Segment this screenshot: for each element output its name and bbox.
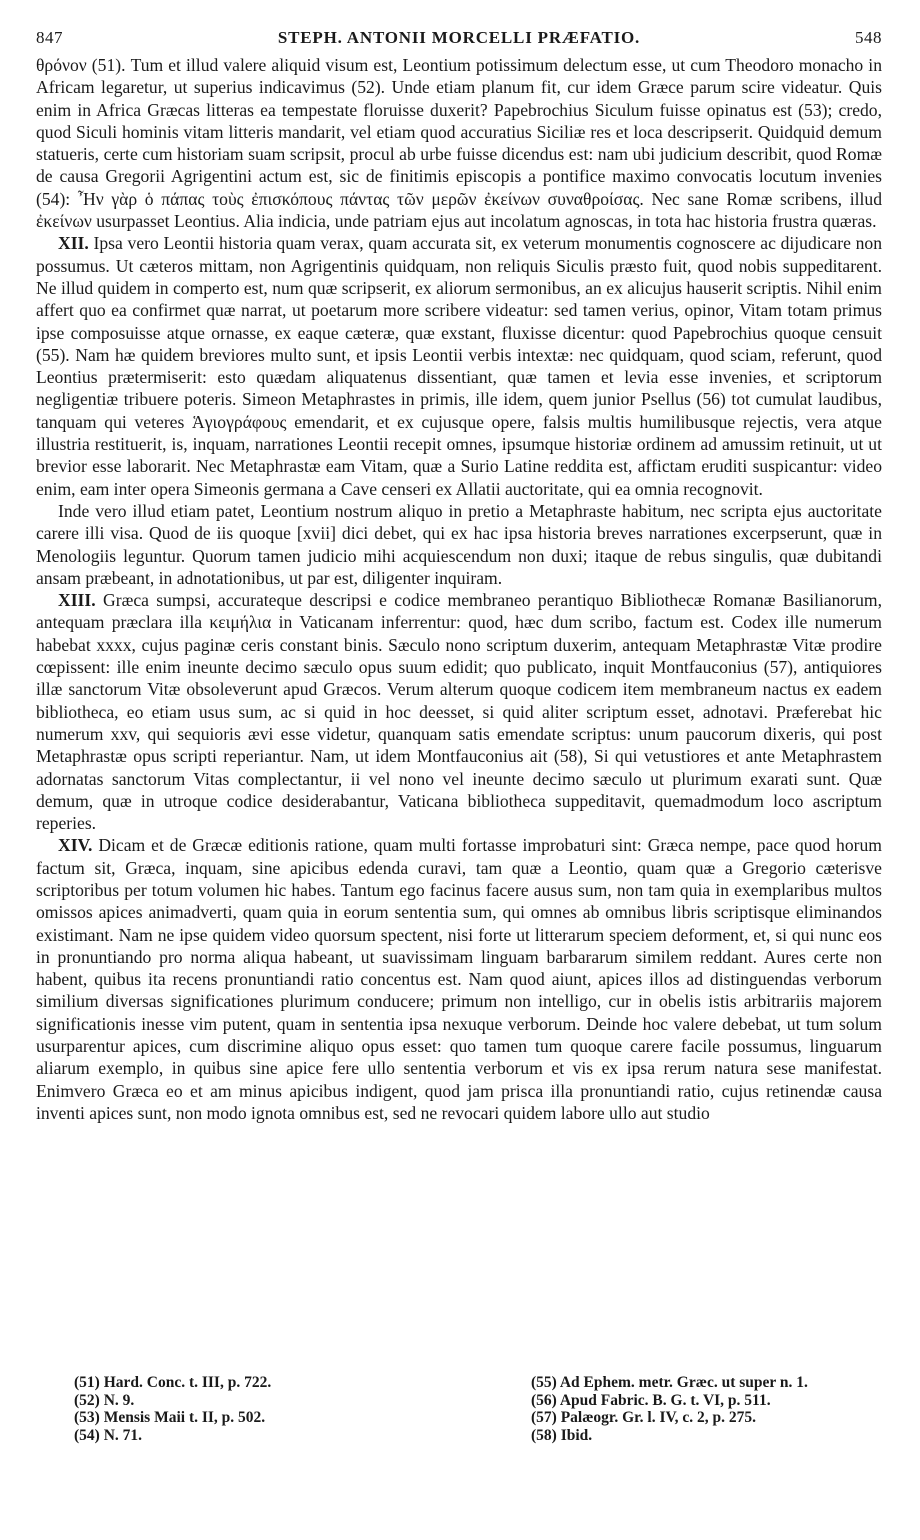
paragraph-text: Ipsa vero Leontii historia quam verax, quam accurata sit, ex veterum monumentis cognoscere ac dijudicare non possumus. Ut cæteros mittam, non Agrigentinis quidquam, non reliquis Siculis præsto fuit, quod nobis suppeditarent. Ne illud quidem in comperto est, num quæ scripserit, ex aliorum sermonibus, an ex alicujus hauserit scriptis. Nihil enim affert quo ea confirmet quæ narrat, ut poetarum more scribere videatur: sed tamen verius, opinor, Vitam totam primus ipse composuisse atque ornasse, ex eaque cæteræ, quæ exstant, fluxisse dicentur: quod Papebrochius quoque censuit (55). Nam hæ quidem breviores multo sunt, et ipsis Leontii verbis intextæ: nec quidquam, quod sciam, referunt, quod Leontius prætermiserit: esto quædam aliquatenus dissentiant, quæ tamen et levia esse invenies, et scriptorum negligentiæ tribuere poteris. Simeon Metaphrastes in primis, ille idem, quem junior Psellus (56) tot cumulat laudibus, tanquam qui veteres Ἁγιογράφους emendarit, et ex cujusque opere, falsis multis humilibusque rejectis, vera atque illustria restituerit, is, inquam, narrationes Leontii recepit omnes, ipsumque historiæ ordinem ad amussim retinuit, ut ut brevior esse laborarit. Nec Metaphrastæ eam Vitam, quæ a Surio Latine reddita est, affictam eruditi suspicantur: video enim, eam inter opera Simeonis germana a Cave censeri ex Allatii auctoritate, qui ea omnia recognovit. <box>36 233 883 499</box>
paragraph-continuation <box>36 500 882 589</box>
footnotes-left-column <box>74 1374 423 1444</box>
section-number: XIII. <box>58 590 96 611</box>
footnote: (51) Hard. Conc. t. III, p. 722. <box>74 1374 272 1391</box>
footnote: (55) Ad Ephem. metr. Græc. ut super n. 1. <box>531 1374 808 1391</box>
section-13 <box>36 589 882 834</box>
footnote: (52) N. 9. <box>74 1391 135 1409</box>
paragraph-text: θρόνον (51). Tum et illud valere aliquid visum est, Leontium potissimum delectum esse, ut cum Theodoro monacho in Africam legaretur, ut superius indicavimus (52). Unde etiam planum fit, cur idem Græce parum scire videatur. Quis enim in Africa Græcas litteras ea tempestate floruisse duxerit? Papebrochius Siculum fuisse opinatus est (53); credo, quod Siculi hominis vitam litteris mandarit, vel etiam quod accuratius Siciliæ res et loca descripserit. Quidquid demum statueris, certe cum historiam suam scripsit, procul ab urbe fuisse dicendus est: nam ubi judicium describit, quod Romæ de causa Gregorii Agrigentini actum est, sic de finitimis episcopis a pontifice maximo convocatis locutum invenies (54): Ἦν γὰρ ὁ πάπας τοὺς ἐπισκόπους πάντας τῶν μερῶν ἐκείνων συναθροίσας. Nec sane Romæ scribens, illud ἐκείνων usurpasset Leontius. Alia indicia, unde patriam ejus aut incolatum agnoscas, in tota hac historia frustra quæras. <box>36 55 882 232</box>
paragraph-intro <box>36 54 882 232</box>
footnote: (58) Ibid. <box>531 1426 593 1444</box>
page-number-left: 847 <box>36 28 63 47</box>
paragraph-text: Dicam et de Græcæ editionis ratione, quam multi fortasse improbaturi sint: Græca nempe, pace quod horum factum sit, Græca, inquam, sine apicibus edenda curavi, tam quæ a Leontio, quam quæ a Gregorio cæterisve scriptoribus per totum volumen hic habes. Tantum ego facinus facere ausus sum, non tam quia in exemplaribus multos omissos apices animadverti, quam quia in eorum sententia sum, qui omnes ab omnibus libris scriptisque eliminandos existimant. Nam ne ipse quidem video quorsum spectent, nisi forte ut litterarum speciem deforment, et, si qui nunc eos in pronuntiando pro norma aliqua habeant, ut suavissimam linguam barbararum similem reddant. Aures certe non habent, quibus ita recens pronuntiandi ratio concentus est. Nam quod aiunt, apices illos ad distinguendas verborum similium diversas significationes plurimum conducere; primum non intelligo, cur in obelis istis arbitrariis majorem significationis inesse vim putent, quam in sententia ipsa nexuque verborum. Deinde hoc valere debebat, ut tum solum usurparentur apices, cum discrimine aliquo opus esset: quo tamen tum quoque carere facile possumus, linguarum aliarum exemplo, in quibus sine apice fere ullo sententia verborum et vis ex ipsa rerum natura sese manifestat. Enimvero Græca eo et am minus apicibus indigent, quod jam prisca illa pronuntiandi ratio, cujus retinendæ causa inventi apices sunt, non modo ignota omnibus est, sed ne revocari quidem labore ullo aut studio <box>36 835 882 1123</box>
footnote: (56) Apud Fabric. B. G. t. VI, p. 511. <box>531 1391 771 1409</box>
footnote: (53) Mensis Maii t. II, p. 502. <box>74 1409 266 1426</box>
section-12 <box>36 232 882 500</box>
footnote: (54) N. 71. <box>74 1426 143 1444</box>
running-title: STEPH. ANTONII MORCELLI PRÆFATIO. <box>277 28 641 47</box>
footnotes <box>74 1374 880 1444</box>
paragraph-text: Græca sumpsi, accurateque descripsi e codice membraneo perantiquo Bibliothecæ Romanæ Basilianorum, antequam præclara illa κειμήλια in Vaticanam inferrentur: quod, hæc dum scribo, factum est. Codex ille numerum habebat xxxx, cujus paginæ ceris constant binis. Sæculo nono scriptum duxerim, antequam Metaphrastæ Vitæ prodire cœpissent: ille enim ineunte decimo sæculo opus suum edidit; quo publicato, inquit Montfauconius (57), antiquiores illæ sanctorum Vitæ obsoleverunt apud Græcos. Verum alterum quoque codicem item membraneum nactus ex eadem bibliotheca, eo etiam usus sum, ac si quid in hoc deesset, si quid aliter scriptum esset, adnotavi. Præferebat hic numerum xxv, qui sequioris ævi esse videtur, quanquam satis emendate scriptus: unum paucorum dixeris, qui post Metaphrastæ opus scripti reperiantur. Nam, ut idem Montfauconius ait (58), Si qui vetustiores et ante Metaphrastem adornatas sanctorum Vitas complectantur, ii vel nono vel ineunte decimo sæculo ut plurimum exarati sunt. Quæ demum, quæ in utroque codice desiderabantur, Vaticana bibliotheca suppeditavit, quemadmodum loco ascriptum reperies. <box>36 590 882 834</box>
running-head <box>36 28 882 48</box>
body-text <box>36 54 882 1124</box>
section-number: XIV. <box>58 835 93 856</box>
page-number-right: 548 <box>854 28 882 47</box>
footnotes-right-column <box>423 1374 880 1444</box>
section-number: XII. <box>58 233 89 254</box>
footnote: (57) Palæogr. Gr. l. IV, c. 2, p. 275. <box>531 1409 757 1426</box>
section-14 <box>36 834 882 1124</box>
paragraph-text: Inde vero illud etiam patet, Leontium nostrum aliquo in pretio a Metaphraste habitum, nec scripta ejus auctoritate carere illi visa. Quod de iis quoque [xvii] dici debet, qui ex hac ipsa historia breves narrationes excerpserunt, quæ in Menologiis leguntur. Quorum tamen judicio mihi acquiescendum non duxi; itaque de rebus singulis, quæ dubitandi ansam præbeant, in adnotationibus, ut par est, diligenter inquiram. <box>36 500 882 588</box>
